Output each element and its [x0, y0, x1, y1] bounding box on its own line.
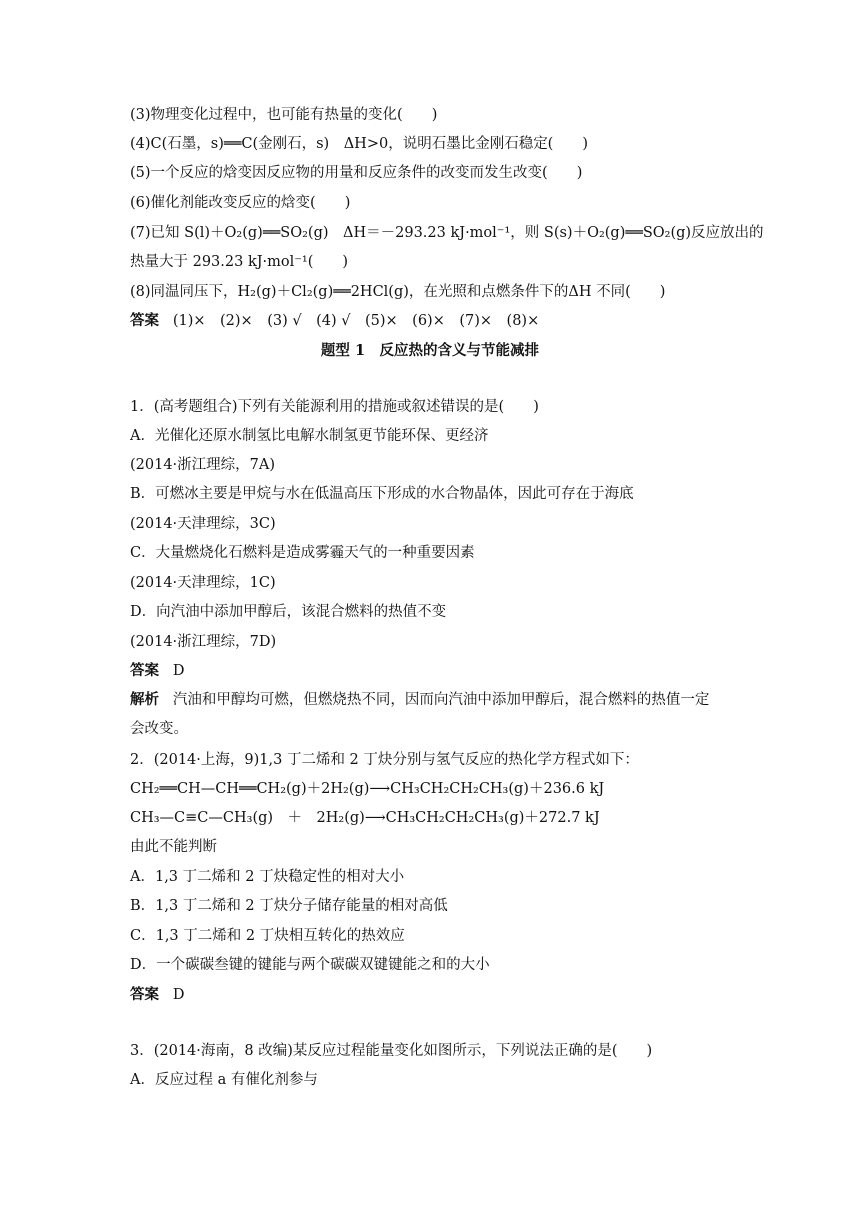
q1-answer: [130, 661, 184, 681]
q2-equation-2: CH₃—C≡C—CH₃(g) ＋ 2H₂(g)⟶CH₃CH₂CH₂CH₃(g)＋272.7 kJ: [130, 810, 600, 826]
q3-stem: 3．(2014·海南，8 改编)某反应过程能量变化如图所示，下列说法正确的是( ): [130, 1043, 653, 1059]
answer-value: D: [172, 987, 185, 1003]
statements-answer: [130, 311, 539, 331]
q2-option-d: D．一个碳碳叁键的键能与两个碳碳双键键能之和的大小: [130, 957, 490, 973]
section-title: 题型 1 反应热的含义与节能减排: [320, 342, 540, 359]
q1-option-b-source: (2014·天津理综，3C): [130, 516, 276, 532]
q1-option-d-source: (2014·浙江理综，7D): [130, 634, 277, 650]
q1-analysis: [130, 690, 709, 710]
statement-5: (5)一个反应的焓变因反应物的用量和反应条件的改变而发生改变( ): [130, 165, 583, 181]
analysis-text: 汽油和甲醇均可燃，但燃烧热不同，因而向汽油中添加甲醇后，混合燃料的热值一定: [172, 692, 710, 708]
q2-option-a: A．1,3 丁二烯和 2 丁炔稳定性的相对大小: [130, 869, 405, 885]
q1-option-b: B．可燃冰主要是甲烷与水在低温高压下形成的水合物晶体，因此可存在于海底: [130, 486, 634, 502]
q2-option-c: C．1,3 丁二烯和 2 丁炔相互转化的热效应: [130, 928, 405, 944]
statement-4: (4)C(石墨，s)══C(金刚石，s) ΔH>0，说明石墨比金刚石稳定( ): [130, 136, 589, 152]
answer-label: 答案: [130, 312, 159, 329]
statement-6: (6)催化剂能改变反应的焓变( ): [130, 195, 351, 211]
q1-stem: 1．(高考题组合)下列有关能源利用的措施或叙述错误的是( ): [130, 399, 539, 415]
q2-stem: 2．(2014·上海，9)1,3 丁二烯和 2 丁炔分别与氢气反应的热化学方程式如下：: [130, 752, 639, 768]
q2-equation-1: CH₂══CH—CH══CH₂(g)＋2H₂(g)⟶CH₃CH₂CH₂CH₃(g)＋236.6 kJ: [130, 781, 605, 797]
q1-option-c-source: (2014·天津理综，1C): [130, 575, 276, 591]
statement-3: (3)物理变化过程中，也可能有热量的变化( ): [130, 107, 438, 123]
answer-value: D: [172, 663, 185, 679]
statement-7-line2: 热量大于 293.23 kJ·mol⁻¹( ): [130, 254, 349, 270]
q3-option-a: A．反应过程 a 有催化剂参与: [130, 1072, 318, 1088]
statement-8: (8)同温同压下，H₂(g)＋Cl₂(g)══2HCl(g)，在光照和点燃条件下的ΔH 不同( ): [130, 284, 666, 300]
statement-7-line1: (7)已知 S(l)＋O₂(g)══SO₂(g) ΔH＝－293.23 kJ·mol⁻¹，则 S(s)＋O₂(g)══SO₂(g)反应放出的: [130, 225, 764, 241]
q1-option-a-source: (2014·浙江理综，7A): [130, 457, 276, 473]
analysis-label: 解析: [130, 691, 159, 708]
answer-label: 答案: [130, 986, 159, 1003]
q1-option-d: D．向汽油中添加甲醇后，该混合燃料的热值不变: [130, 604, 447, 620]
q1-analysis-line2: 会改变。: [130, 721, 188, 737]
q2-option-b: B．1,3 丁二烯和 2 丁炔分子储存能量的相对高低: [130, 898, 448, 914]
q2-answer: [130, 985, 184, 1005]
answer-label: 答案: [130, 662, 159, 679]
q1-option-a: A．光催化还原水制氢比电解水制氢更节能环保、更经济: [130, 428, 489, 444]
q1-option-c: C．大量燃烧化石燃料是造成雾霾天气的一种重要因素: [130, 545, 475, 561]
q2-lead: 由此不能判断: [130, 839, 217, 855]
answer-text: (1)× (2)× (3) √ (4) √ (5)× (6)× (7)× (8)×: [172, 313, 540, 329]
